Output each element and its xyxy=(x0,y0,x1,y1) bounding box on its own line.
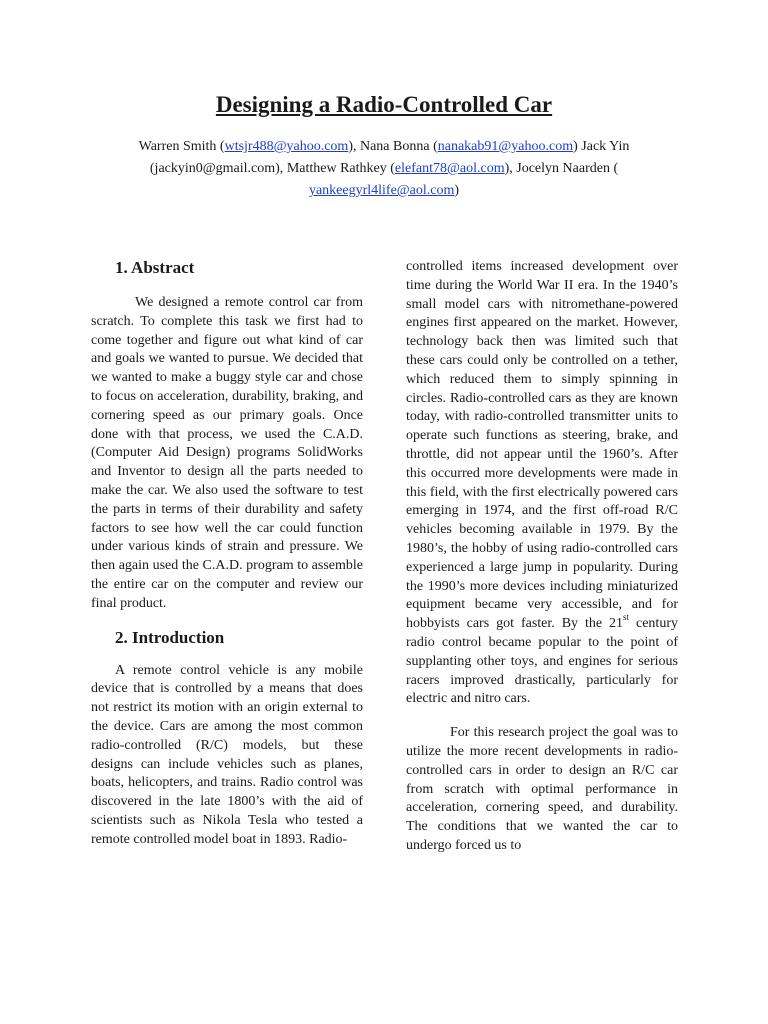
author-separator: ) xyxy=(573,139,582,154)
author-email-link[interactable]: yankeegyrl4life@aol.com xyxy=(308,183,455,198)
author-name: Jocelyn Naarden ( xyxy=(516,161,619,176)
abstract-body: We designed a remote control car from scratch. To complete this task we first had to come together and figure out what kind of car and goals we wanted to pursue. We decided that we wanted to make a buggy style car and chose to focus on acceleration, durability, braking, and cornering speed as our primary goals. Once done with that process, we used the C.A.D. (Computer Aid Design) programs SolidWorks and Inventor to design all the parts needed to make the car. We also used the software to test the parts in terms of their durability and safety factors to see how well the car could function under various kinds of strain and pressure. We then again used the C.A.D. program to assemble the entire car on the computer and review our final product. xyxy=(91,295,363,611)
author-email-link[interactable]: elefant78@aol.com xyxy=(394,161,505,176)
introduction-text: controlled items increased development over time during the World War II era. In the 1940’s small model cars with nitromethane-powered engines first appeared on the market. However, technology back then was limited such that these cars could only be controlled on a tether, which reduced them to simply spinning in circles. Radio-controlled cars as they are known today, with radio-controlled transmitter units to operate such functions as steering, brake, and throttle, did not appear until the 1960’s. After this occurred more developments were made in this field, with the first electrically powered cars emerging in 1974, and the first off-road R/C vehicles becoming available in 1979. By the 1980’s, the hobby of using radio-controlled cars experienced a large jump in popularity. During the 1990’s more devices including miniaturized equipment became very accessible, and for hobbyists cars got faster. By the 21 xyxy=(406,259,678,632)
author-list xyxy=(110,136,658,202)
author-email-link[interactable]: nanakab91@yahoo.com xyxy=(437,139,574,154)
author-separator: ), xyxy=(504,161,517,176)
right-column xyxy=(406,258,678,856)
author-name: Jack Yin (jackyin0@gmail.com), xyxy=(149,139,630,176)
abstract-heading: 1. Abstract xyxy=(115,258,195,277)
author-separator: ), xyxy=(348,139,360,154)
author-name: Warren Smith ( xyxy=(138,139,225,154)
paper-title: Designing a Radio-Controlled Car xyxy=(215,92,553,117)
author-name: Matthew Rathkey ( xyxy=(286,161,395,176)
ordinal-superscript: st xyxy=(623,612,630,623)
introduction-body-right-2: For this research project the goal was to utilize the more recent developments in radio-controlled cars in order to design an R/C car from scratch with optimal performance in acceleration, cornering speed, and durability. The conditions that we wanted the car to undergo forced us to xyxy=(406,725,678,853)
introduction-body-right xyxy=(406,258,678,709)
author-name: Nana Bonna ( xyxy=(359,139,438,154)
introduction-body-left: A remote control vehicle is any mobile device that is controlled by a means that does not restrict its motion with an origin external to the device. Cars are among the most common radio-controlled (R/C) models, but these designs can include vehicles such as planes, boats, helicopters, and trains. Radio control was discovered in the late 1800’s with the aid of scientists such as Nikola Tesla who tested a remote controlled model boat in 1893. Radio- xyxy=(91,662,363,847)
introduction-text: century radio control became popular to the point of supplanting other toys, and engines for serious racers improved drastically, particularly for electric and nitro cars. xyxy=(406,616,678,707)
left-column xyxy=(91,256,363,850)
author-separator: ) xyxy=(454,183,460,198)
introduction-heading: 2. Introduction xyxy=(115,627,225,647)
author-email-link[interactable]: wtsjr488@yahoo.com xyxy=(224,139,349,154)
